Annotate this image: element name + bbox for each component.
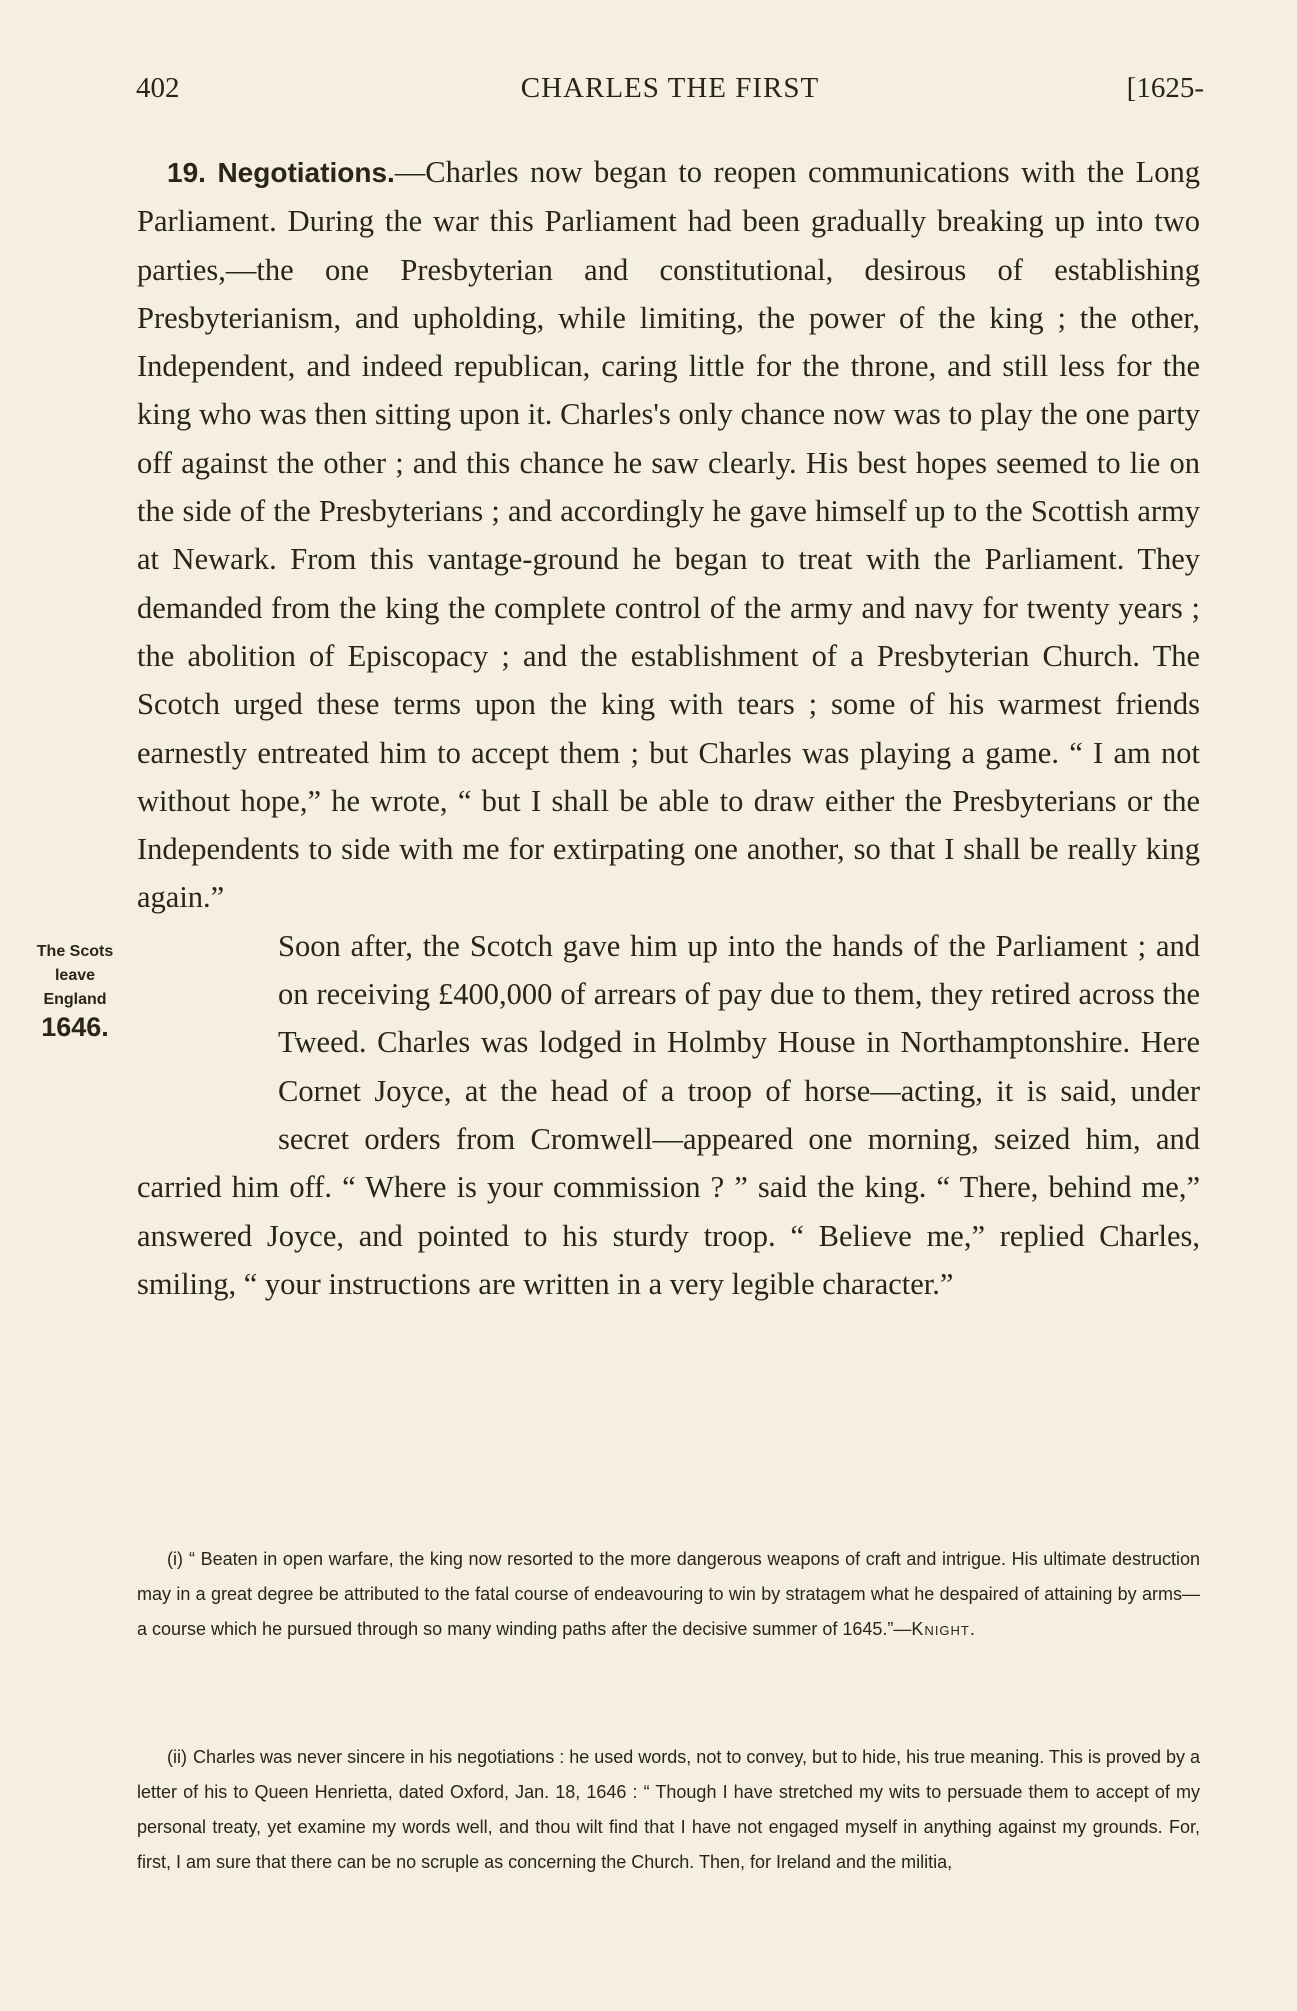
margin-note (0, 940, 150, 1140)
footnote-2 (137, 1740, 1200, 1880)
footnote-2-text: Charles was never sincere in his negotiations : he used words, not to convey, but to hide, his true meaning. This is proved by a letter of his to Queen Henrietta, dated Oxford, Jan. 18, 1646 : “ Though I have stretched my wits to persuade them to accept of my personal treaty, yet examine my words well, and thou wilt find that I have not engaged myself in anything against my grounds. For, first, I am sure that there can be no scruple as concerning the Church. Then, for Ireland and the militia, (137, 1747, 1200, 1872)
footnote-1-attribution: Knight. (911, 1619, 976, 1639)
section-title: Negotiations. (217, 157, 395, 188)
footnote-1-label: (i) (167, 1549, 183, 1569)
margin-note-line1: The Scots (36, 942, 114, 960)
page-number: 402 (136, 72, 180, 104)
margin-note-line3: England (43, 990, 107, 1008)
section-text-part2: Soon after, the Scotch gave him up into the hands of the Parliament ; and on receiving £400,000 of arrears of pay due to them, they retired across the Tweed. Charles was lodged in Holmby House in Northamptonshire. Here Cornet Joyce, at the head of a troop of horse—acting, it is said, under secret orders from Cromwell—appeared one morning, seized him, and carried him off. “ Where is your commission ? ” said the king. “ There, behind me,” answered Joyce, and pointed to his sturdy troop. “ Believe me,” replied Charles, smiling, “ your instructions are written in a very legible character.” (137, 928, 1200, 1301)
section-number: 19. (167, 157, 206, 188)
running-header (136, 72, 1204, 112)
footnote-2-label: (ii) (167, 1747, 187, 1767)
date-range: [1625- (1126, 72, 1204, 104)
running-title: CHARLES THE FIRST (520, 72, 820, 104)
section-text-part1: —Charles now began to reopen communications with the Long Parliament. During the war this Parliament had been gradually breaking up into two parties,—the one Presbyterian and constitutional, desirous of establishing Presbyterianism, and upholding, while limiting, the power of the king ; the other, Independent, and indeed republican, caring little for the throne, and still less for the king who was then sitting upon it. Charles's only chance now was to play the one party off against the other ; and this chance he saw clearly. His best hopes seemed to lie on the side of the Presbyterians ; and accordingly he gave himself up to the Scottish army at Newark. From this vantage-ground he began to treat with the Parliament. They demanded from the king the complete control of the army and navy for twenty years ; the abolition of Episcopacy ; and the establishment of a Presbyterian Church. The Scotch urged these terms upon the king with tears ; some of his warmest friends earnestly entreated him to accept them ; but Charles was playing a game. “ I am not without hope,” he wrote, “ but I shall be able to draw either the Presbyterians or the Independents to side with me for extirpating one another, so that I shall be really king again.” (137, 155, 1201, 915)
section-body (36, 148, 1201, 1308)
margin-note-year: 1646. (41, 1011, 109, 1042)
margin-note-line2: leave (54, 966, 96, 984)
footnote-1-text: “ Beaten in open warfare, the king now resorted to the more dangerous weapons of craft and intrigue. His ultimate destruction may in a great degree be attributed to the fatal course of endeavouring to win by stratagem what he despaired of attaining by arms—a course which he pursued through so many winding paths after the decisive summer of 1645.”— (137, 1549, 1200, 1639)
footnote-1 (137, 1542, 1200, 1647)
